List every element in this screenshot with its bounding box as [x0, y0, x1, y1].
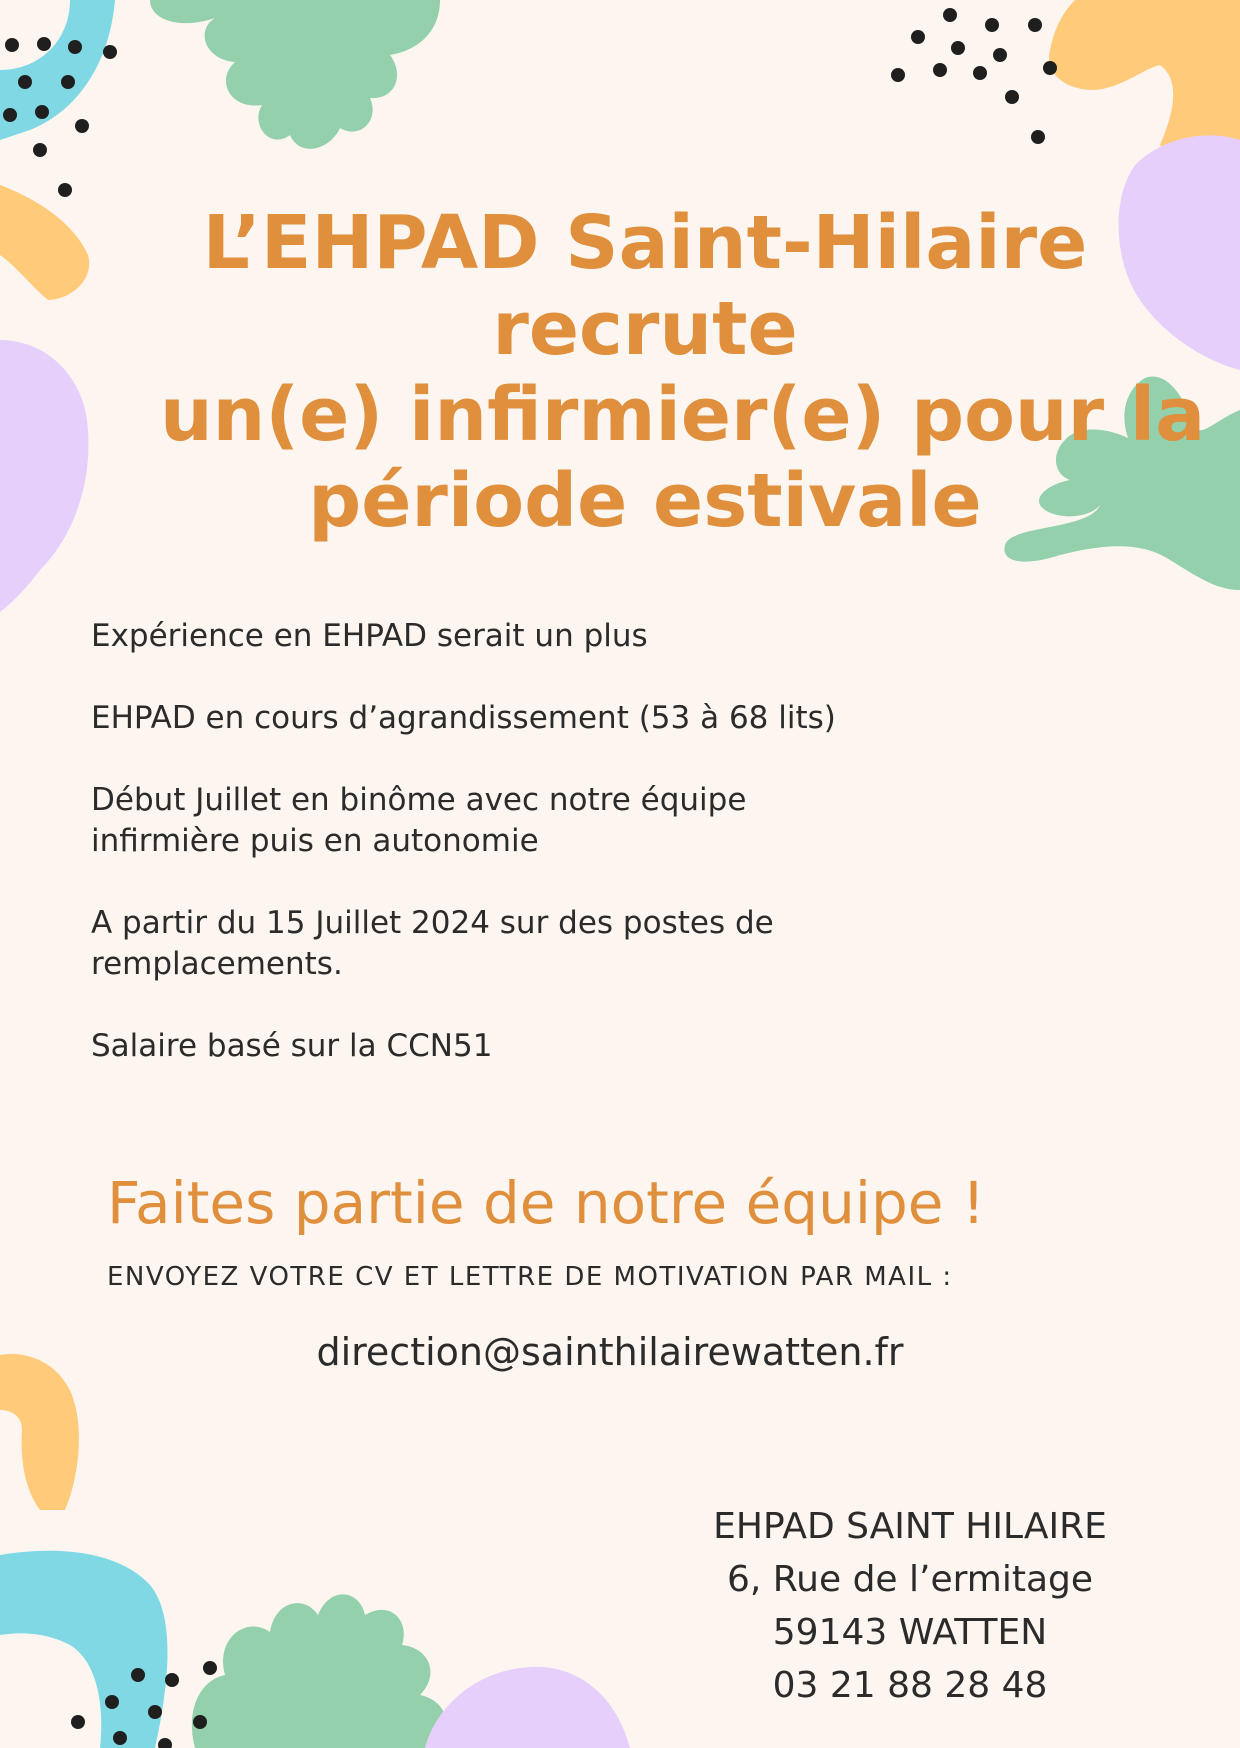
- detail-expansion: EHPAD en cours d’agrandissement (53 à 68 lits): [91, 700, 836, 736]
- recruitment-title: [160, 200, 1206, 544]
- lavender-blob-right: [1119, 135, 1240, 370]
- dot: [58, 183, 72, 197]
- join-team-tagline: Faites partie de notre équipe !: [107, 1169, 986, 1237]
- dot: [193, 1715, 207, 1729]
- mint-leaf-top-left: [150, 0, 440, 149]
- title-line: période estivale: [308, 458, 982, 544]
- blue-blob-top-left: [0, 0, 115, 140]
- dot: [943, 8, 957, 22]
- dot: [165, 1673, 179, 1687]
- lavender-blob-bottom: [425, 1667, 630, 1748]
- mint-leaf-bottom: [192, 1594, 447, 1748]
- dot: [61, 75, 75, 89]
- contact-email-link[interactable]: direction@sainthilairewatten.fr: [316, 1330, 904, 1374]
- detail-experience: Expérience en EHPAD serait un plus: [91, 618, 648, 654]
- dot: [1005, 90, 1019, 104]
- application-instruction: ENVOYEZ VOTRE CV ET LETTRE DE MOTIVATION PAR MAIL :: [107, 1262, 953, 1292]
- dot: [911, 30, 925, 44]
- dot: [985, 18, 999, 32]
- detail-start: Début Juillet en binôme avec notre équipe infirmière puis en autonomie: [91, 782, 747, 859]
- dot: [68, 40, 82, 54]
- title-line: un(e) infirmier(e) pour la: [160, 372, 1206, 458]
- dot: [891, 68, 905, 82]
- dot: [993, 48, 1007, 62]
- detail-salary: Salaire basé sur la CCN51: [91, 1028, 493, 1064]
- dot: [148, 1705, 162, 1719]
- title-line: recrute: [492, 286, 798, 372]
- street-address: 6, Rue de l’ermitage: [726, 1559, 1094, 1600]
- dot: [1028, 18, 1042, 32]
- dot: [37, 37, 51, 51]
- dot: [933, 63, 947, 77]
- dot: [35, 105, 49, 119]
- contact-address: [660, 1500, 1160, 1712]
- dot: [113, 1731, 127, 1745]
- title-line: L’EHPAD Saint-Hilaire: [202, 200, 1088, 286]
- dot: [1031, 130, 1045, 144]
- dot: [131, 1668, 145, 1682]
- dot: [1043, 61, 1057, 75]
- dot: [33, 143, 47, 157]
- peach-blob-left: [0, 185, 89, 300]
- postal-city: 59143 WATTEN: [772, 1612, 1048, 1653]
- lavender-blob-left: [0, 340, 88, 612]
- dot: [5, 38, 19, 52]
- job-details: [91, 616, 891, 1108]
- detail-dates: A partir du 15 Juillet 2024 sur des postes de remplacements.: [91, 905, 774, 982]
- dot: [3, 108, 17, 122]
- dot: [75, 119, 89, 133]
- organization-name: EHPAD SAINT HILAIRE: [713, 1506, 1107, 1547]
- dot: [203, 1661, 217, 1675]
- dot: [105, 1695, 119, 1709]
- dot: [103, 45, 117, 59]
- dot: [158, 1738, 172, 1748]
- dot: [71, 1715, 85, 1729]
- peach-blob-bottom-left: [0, 1354, 79, 1510]
- dot: [973, 66, 987, 80]
- dot: [18, 75, 32, 89]
- phone-number[interactable]: 03 21 88 28 48: [772, 1665, 1048, 1706]
- dot: [951, 41, 965, 55]
